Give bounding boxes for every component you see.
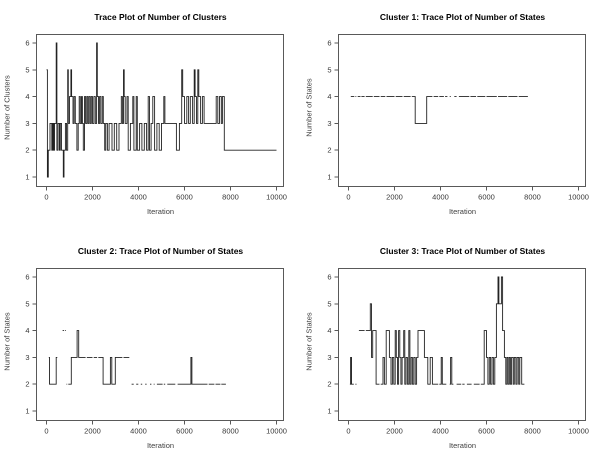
y-axis-label-cluster-1: Number of States (304, 78, 314, 137)
svg-text:10000: 10000 (568, 192, 589, 202)
svg-text:10000: 10000 (568, 426, 589, 436)
svg-text:2000: 2000 (386, 426, 403, 436)
svg-text:6: 6 (25, 38, 30, 48)
svg-text:6000: 6000 (176, 426, 193, 436)
panel-cluster-1-states (302, 0, 605, 234)
svg-text:6: 6 (327, 272, 332, 282)
svg-text:8000: 8000 (222, 192, 239, 202)
svg-text:2000: 2000 (386, 192, 403, 202)
svg-text:6: 6 (25, 272, 30, 282)
svg-text:8000: 8000 (524, 192, 541, 202)
svg-text:6000: 6000 (478, 192, 495, 202)
svg-text:0: 0 (44, 426, 49, 436)
x-axis-label-cluster-3: Iteration (448, 441, 477, 450)
x-axis-label-cluster-2: Iteration (146, 441, 175, 450)
svg-text:1: 1 (25, 172, 30, 182)
svg-text:3: 3 (327, 118, 332, 128)
svg-text:4: 4 (25, 92, 30, 102)
svg-text:2: 2 (25, 379, 30, 389)
svg-text:3: 3 (25, 352, 30, 362)
plot-canvas-cluster-2 (0, 234, 302, 468)
svg-text:2000: 2000 (84, 192, 101, 202)
svg-text:4000: 4000 (130, 192, 147, 202)
svg-text:0: 0 (346, 192, 351, 202)
svg-text:2: 2 (327, 145, 332, 155)
svg-text:0: 0 (346, 426, 351, 436)
svg-text:8000: 8000 (524, 426, 541, 436)
y-axis-label-cluster-2: Number of States (2, 312, 12, 371)
svg-text:6000: 6000 (176, 192, 193, 202)
svg-text:4: 4 (327, 92, 332, 102)
svg-text:5: 5 (327, 65, 332, 75)
svg-text:1: 1 (327, 406, 332, 416)
plot-canvas-cluster-1 (302, 0, 605, 234)
panel-cluster-2-states (0, 234, 302, 468)
plot-title-clusters: Trace Plot of Number of Clusters (94, 12, 227, 22)
svg-text:3: 3 (327, 352, 332, 362)
svg-text:5: 5 (25, 299, 30, 309)
svg-text:1: 1 (25, 406, 30, 416)
svg-text:10000: 10000 (266, 192, 287, 202)
svg-text:4000: 4000 (432, 426, 449, 436)
y-axis-label-clusters: Number of Clusters (2, 75, 12, 140)
panel-number-of-clusters (0, 0, 302, 234)
x-axis-label-cluster-1: Iteration (448, 207, 477, 216)
plot-title-cluster-2: Cluster 2: Trace Plot of Number of States (77, 246, 244, 256)
svg-text:2: 2 (25, 145, 30, 155)
svg-text:4000: 4000 (130, 426, 147, 436)
svg-text:0: 0 (44, 192, 49, 202)
svg-text:2000: 2000 (84, 426, 101, 436)
svg-text:4: 4 (25, 326, 30, 336)
svg-text:5: 5 (25, 65, 30, 75)
svg-text:1: 1 (327, 172, 332, 182)
svg-text:6: 6 (327, 38, 332, 48)
plot-title-cluster-1: Cluster 1: Trace Plot of Number of States (379, 12, 546, 22)
svg-text:4: 4 (327, 326, 332, 336)
svg-text:2: 2 (327, 379, 332, 389)
plot-title-cluster-3: Cluster 3: Trace Plot of Number of States (379, 246, 546, 256)
y-axis-label-cluster-3: Number of States (304, 312, 314, 371)
svg-text:4000: 4000 (432, 192, 449, 202)
plot-canvas-cluster-3 (302, 234, 605, 468)
x-axis-label-clusters: Iteration (146, 207, 175, 216)
svg-text:5: 5 (327, 299, 332, 309)
svg-text:10000: 10000 (266, 426, 287, 436)
plot-canvas-clusters (0, 0, 302, 234)
svg-text:8000: 8000 (222, 426, 239, 436)
svg-text:3: 3 (25, 118, 30, 128)
svg-text:6000: 6000 (478, 426, 495, 436)
panel-cluster-3-states (302, 234, 605, 468)
